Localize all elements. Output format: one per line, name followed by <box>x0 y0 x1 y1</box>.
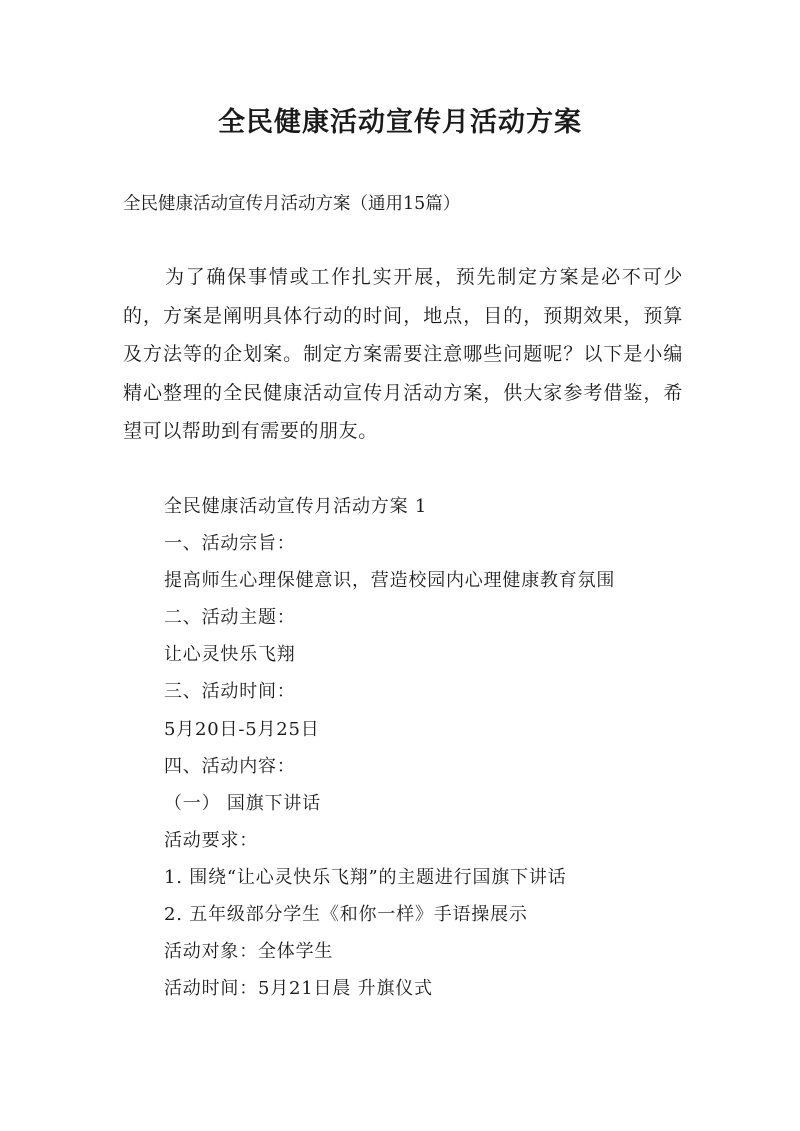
text-line: 让心灵快乐飞翔 <box>164 644 296 666</box>
text-line: 一、活动宗旨： <box>164 533 296 555</box>
text-line: 2. 五年级部分学生《和你一样》手语操展示 <box>164 904 528 926</box>
text-line: 5月20日-5月25日 <box>164 718 320 740</box>
plan-section <box>164 488 704 1007</box>
section-heading: 全民健康活动宣传月活动方案 1 <box>164 496 428 517</box>
text-line: 活动时间：5月21日晨 升旗仪式 <box>164 978 433 1000</box>
intro-paragraph: 为了确保事情或工作扎实开展，预先制定方案是必不可少的，方案是阐明具体行动的时间，地点，目的，预期效果，预算及方法等的企划案。制定方案需要注意哪些问题呢？以下是小编精心整理的全民健康活动宣传月活动方案，供大家参考借鉴，希望可以帮助到有需要的朋友。 <box>123 266 683 442</box>
text-line: 活动要求： <box>164 829 258 851</box>
text-line: 三、活动时间： <box>164 681 296 703</box>
document-subtitle: 全民健康活动宣传月活动方案（通用15篇） <box>123 194 461 214</box>
text-line: 1. 围绕“让心灵快乐飞翔”的主题进行国旗下讲话 <box>164 866 567 888</box>
text-line: （一） 国旗下讲话 <box>164 792 321 814</box>
text-line: 提高师生心理保健意识，营造校园内心理健康教育氛围 <box>164 570 616 592</box>
text-line: 活动对象：全体学生 <box>164 941 334 963</box>
text-line: 四、活动内容： <box>164 755 296 777</box>
text-line: 二、活动主题： <box>164 607 296 629</box>
document-title: 全民健康活动宣传月活动方案 <box>218 107 582 138</box>
